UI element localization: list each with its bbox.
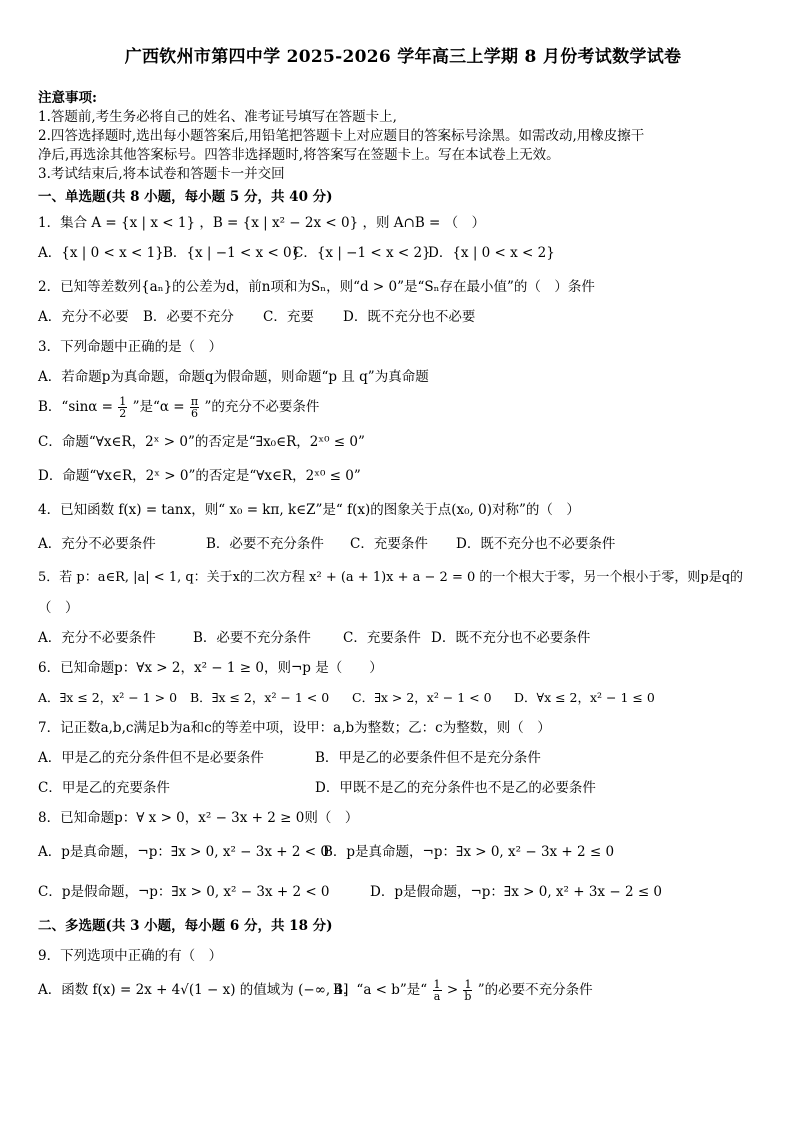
q2-option-b: B．必要不充分 bbox=[143, 309, 234, 325]
q7-option-d: D．甲既不是乙的充分条件也不是乙的必要条件 bbox=[315, 780, 596, 796]
q2-options bbox=[38, 306, 768, 328]
q6-option-d: D．∀x ≤ 2，x² − 1 ≤ 0 bbox=[514, 690, 655, 705]
q4-option-d: D．既不充分也不必要条件 bbox=[456, 536, 616, 552]
q5-option-a: A．充分不必要条件 bbox=[38, 630, 156, 646]
fraction-denominator: 6 bbox=[191, 407, 199, 420]
q9-option-b-fraction-one-over-b bbox=[463, 979, 472, 1002]
q3-option-d: D．命题“∀x∈R，2ˣ > 0”的否定是“∀x∈R，2ˣ⁰ ≤ 0” bbox=[38, 468, 361, 484]
q1-option-b: B．{x | −1 < x < 0} bbox=[163, 245, 301, 261]
q5-option-c: C．充要条件 bbox=[343, 630, 421, 646]
q1-stem: 1．集合 A = {x | x < 1} ，B = {x | x² − 2x < 0} ，则 A∩B = （ ） bbox=[38, 215, 486, 231]
q3-option-b-middle: ”是“α = bbox=[132, 399, 185, 415]
q9-stem: 9．下列选项中正确的有（ ） bbox=[38, 948, 223, 964]
q7-option-b: B．甲是乙的必要条件但不是充分条件 bbox=[315, 750, 541, 766]
q8-stem: 8．已知命题p：∀ x > 0，x² − 3x + 2 ≥ 0则（ ） bbox=[38, 810, 359, 826]
fraction-denominator: a bbox=[433, 990, 441, 1003]
q9-options-row1 bbox=[38, 979, 768, 1002]
q9-option-b bbox=[333, 979, 593, 1002]
section-multi-choice-heading: 二、多选题(共 3 小题，每小题 6 分，共 18 分) bbox=[38, 918, 333, 934]
q3-option-b-fraction-pi-six bbox=[190, 396, 199, 419]
q8-option-b: B．p是真命题，¬p：∃x > 0, x² − 3x + 2 ≤ 0 bbox=[323, 844, 615, 860]
q2-option-a: A．充分不必要 bbox=[38, 309, 129, 325]
q1-option-c: C．{x | −1 < x < 2} bbox=[293, 245, 431, 261]
notice-line-4: 3.考试结束后,将本试卷和答题卡一并交回 bbox=[38, 166, 285, 182]
exam-page bbox=[38, 42, 768, 1002]
q3-option-b-fraction-half bbox=[118, 396, 127, 419]
fraction-denominator: b bbox=[464, 990, 472, 1003]
q5-paren: （ ） bbox=[38, 600, 79, 616]
q3-option-c: C．命题“∀x∈R，2ˣ > 0”的否定是“∃x₀∈R，2ˣ⁰ ≤ 0” bbox=[38, 434, 365, 450]
q8-option-d: D．p是假命题，¬p：∃x > 0, x² + 3x − 2 ≤ 0 bbox=[370, 884, 663, 900]
q9-option-b-prefix: B．“a < b”是“ bbox=[333, 982, 428, 998]
exam-title: 广西钦州市第四中学 2025-2026 学年高三上学期 8 月份考试数学试卷 bbox=[124, 47, 682, 67]
q2-stem: 2．已知等差数列{aₙ}的公差为d，前n项和为Sₙ，则“d > 0”是“Sₙ存在最小值”的（ ）条件 bbox=[38, 279, 595, 295]
q7-options-row1 bbox=[38, 747, 768, 769]
q2-option-c: C．充要 bbox=[263, 309, 314, 325]
q4-option-b: B．必要不充分条件 bbox=[206, 536, 324, 552]
q9-option-b-suffix: ”的必要不充分条件 bbox=[477, 982, 593, 998]
q6-option-c: C．∃x > 2，x² − 1 < 0 bbox=[352, 690, 492, 705]
q9-option-b-gt: > bbox=[446, 982, 459, 998]
q3-option-b bbox=[38, 396, 768, 419]
q3-stem: 3．下列命题中正确的是（ ） bbox=[38, 339, 223, 355]
q8-options-row2 bbox=[38, 881, 768, 903]
q4-stem: 4．已知函数 f(x) = tanx，则“ x₀ = kπ, k∈Z”是“ f(x)的图象关于点(x₀, 0)对称”的（ ） bbox=[38, 502, 580, 518]
q1-option-a: A．{x | 0 < x < 1} bbox=[38, 245, 164, 261]
q8-options-row1 bbox=[38, 841, 768, 863]
q8-option-c: C．p是假命题，¬p：∃x > 0, x² − 3x + 2 < 0 bbox=[38, 884, 330, 900]
notice-heading: 注意事项: bbox=[38, 90, 97, 106]
q9-option-b-fraction-one-over-a bbox=[433, 979, 442, 1002]
notice-line-1: 1.答题前,考生务必将自己的姓名、准考证号填写在答题卡上, bbox=[38, 109, 397, 125]
q7-options-row2 bbox=[38, 777, 768, 799]
q3-option-b-prefix: B．“sinα = bbox=[38, 399, 113, 415]
q7-option-c: C．甲是乙的充要条件 bbox=[38, 780, 170, 796]
q6-stem: 6．已知命题p：∀x > 2，x² − 1 ≥ 0，则¬p 是（ ） bbox=[38, 660, 383, 676]
q5-option-d: D．既不充分也不必要条件 bbox=[431, 630, 591, 646]
q3-option-b-suffix: ”的充分不必要条件 bbox=[204, 399, 320, 415]
q9-option-a: A．函数 f(x) = 2x + 4√(1 − x) 的值域为 (−∞, 4] bbox=[38, 982, 349, 998]
q1-options bbox=[38, 242, 768, 264]
q6-option-a: A．∃x ≤ 2，x² − 1 > 0 bbox=[38, 690, 178, 705]
q4-option-a: A．充分不必要条件 bbox=[38, 536, 156, 552]
q5-option-b: B．必要不充分条件 bbox=[193, 630, 311, 646]
q6-options bbox=[38, 687, 768, 709]
q5-options bbox=[38, 627, 768, 649]
fraction-numerator: 1 bbox=[464, 978, 472, 991]
section-single-choice-heading: 一、单选题(共 8 小题，每小题 5 分，共 40 分) bbox=[38, 189, 333, 205]
q6-option-b: B．∃x ≤ 2，x² − 1 < 0 bbox=[190, 690, 330, 705]
q4-option-c: C．充要条件 bbox=[350, 536, 428, 552]
notice-block bbox=[38, 89, 768, 184]
q3-option-a: A．若命题p为真命题，命题q为假命题，则命题“p 且 q”为真命题 bbox=[38, 369, 429, 385]
q4-options bbox=[38, 533, 768, 555]
q2-option-d: D．既不充分也不必要 bbox=[343, 309, 476, 325]
notice-line-3: 净后,再选涂其他答案标号。四答非选择题时,将答案写在签题卡上。写在本试卷上无效。 bbox=[38, 147, 560, 163]
notice-line-2: 2.四答选择题时,选出每小题答案后,用铅笔把答题卡上对应题目的答案标号涂黑。如需改动,用橡皮擦干 bbox=[38, 128, 645, 144]
fraction-numerator: π bbox=[190, 395, 199, 408]
q7-option-a: A．甲是乙的充分条件但不是必要条件 bbox=[38, 750, 264, 766]
fraction-denominator: 2 bbox=[119, 407, 127, 420]
q8-option-a: A．p是真命题，¬p：∃x > 0, x² − 3x + 2 < 0 bbox=[38, 844, 329, 860]
q5-stem: 5．若 p：a∈R, |a| < 1, q：关于x的二次方程 x² + (a + 1)x + a − 2 = 0 的一个根大于零，另一个根小于零，则p是q的 bbox=[38, 570, 744, 585]
fraction-numerator: 1 bbox=[433, 978, 441, 991]
fraction-numerator: 1 bbox=[119, 395, 127, 408]
q7-stem: 7．记正数a,b,c满足b为a和c的等差中项，设甲：a,b为整数；乙：c为整数，则（ ） bbox=[38, 720, 551, 736]
q1-option-d: D．{x | 0 < x < 2} bbox=[428, 245, 555, 261]
